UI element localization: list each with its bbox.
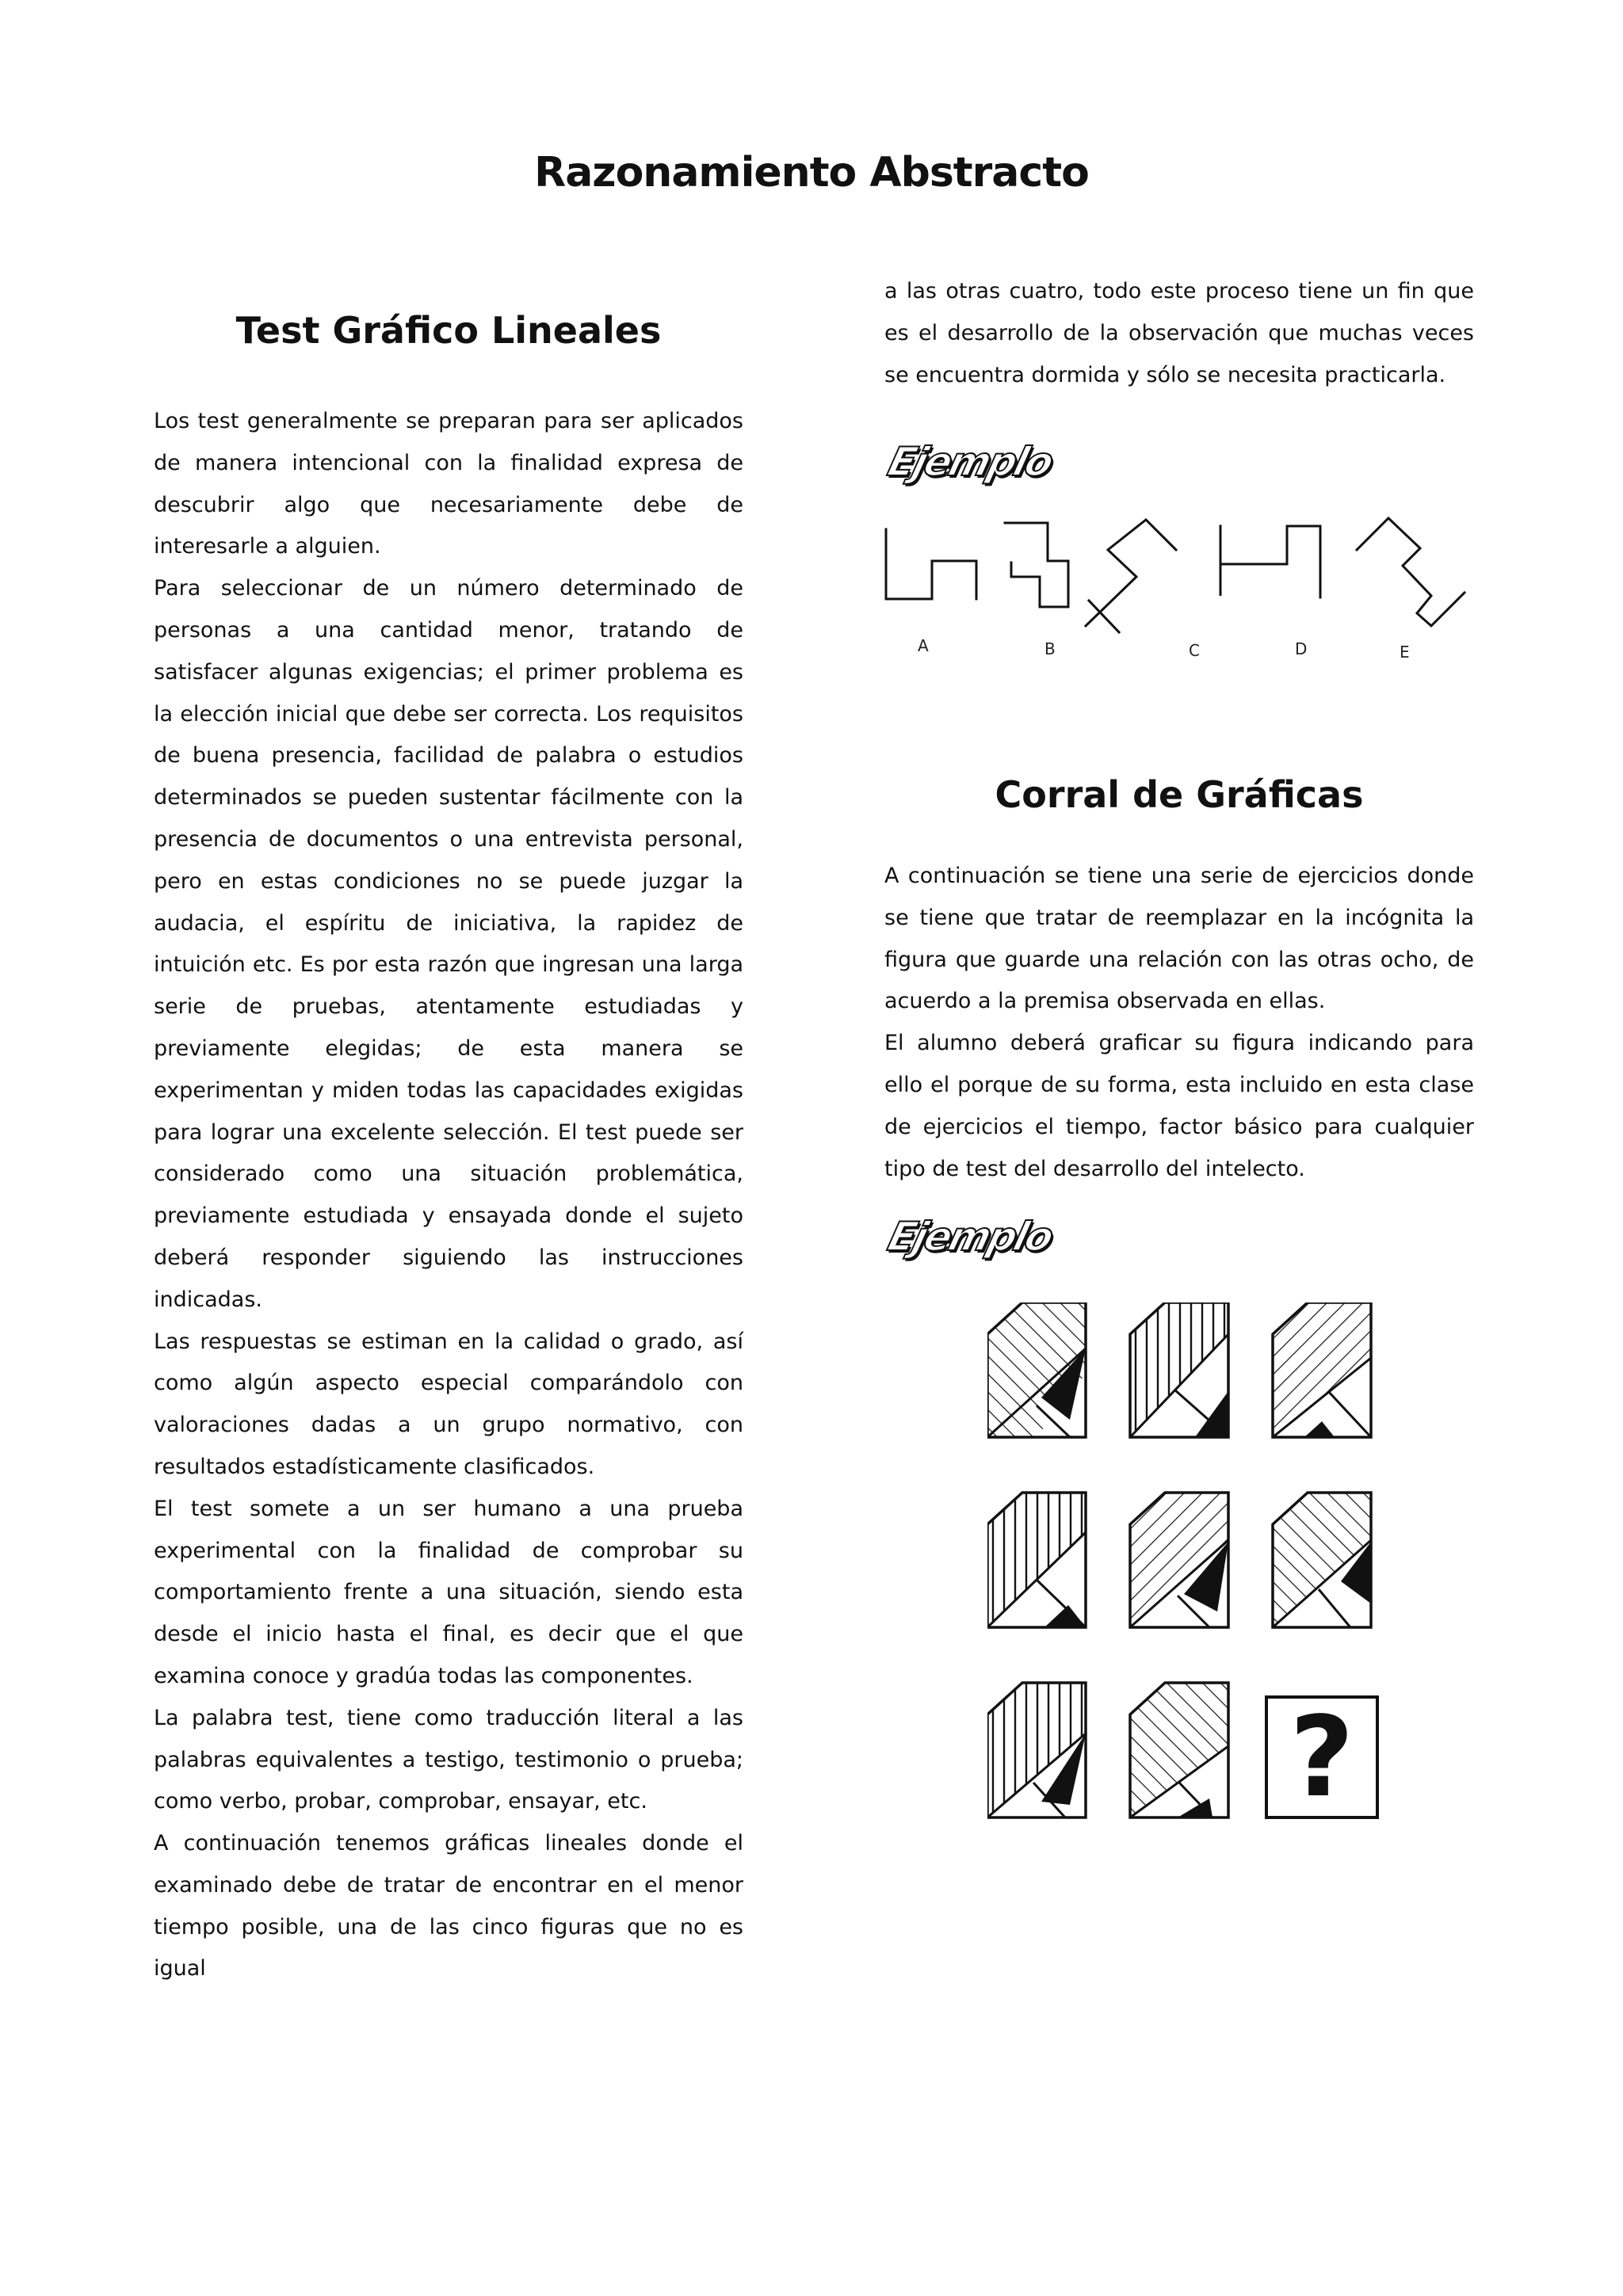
figure-label-a: A	[918, 636, 929, 655]
section-heading-corral: Corral de Gráficas	[995, 773, 1364, 816]
grid-figure-2	[1130, 1302, 1228, 1437]
grid-figure-5	[1130, 1493, 1228, 1627]
grid-figure-3	[1273, 1302, 1371, 1437]
figure-b	[1005, 523, 1068, 607]
paragraph: Para seleccionar de un número determinado de personas a una cantidad menor, tratando de satisfacer algunas exigencias; el primer problema es la elección inicial que debe ser correcta. Los requisitos de buena presencia, facilidad de palabra o estudios determinados se pueden sustentar fácilmente con la presencia de documentos o una entrevista personal, pero en estas condiciones no se puede juzgar la audacia, el espíritu de iniciativa, la rapidez de intuición etc. Es por esta razón que ingresan una larga serie de pruebas, atentamente estudiadas y previamente elegidas; de esta manera se experimentan y miden todas las capacidades exigidas para lograr una excelente selección. El test puede ser considerado como una situación problemática, previamente estudiada y ensayada donde el sujeto deberá responder siguiendo las instrucciones indicadas.	[154, 576, 743, 1312]
paragraph: A continuación tenemos gráficas lineales donde el examinado debe de tratar de encontrar en el menor tiempo posible, una de las cinco figuras que no es igual	[154, 1831, 743, 1981]
section-heading-test-grafico: Test Gráfico Lineales	[235, 309, 662, 352]
figure-label-c: C	[1189, 641, 1200, 660]
paragraph: El alumno deberá graficar su figura indicando para ello el porque de su forma, esta incluido en esta clase de ejercicios el tiempo, factor básico para cualquier tipo de test del desarrollo del intelecto.	[884, 1031, 1474, 1181]
paragraph: Los test generalmente se preparan para ser aplicados de manera intencional con la finalidad expresa de descubrir algo que necesariamente debe de interesarle a alguien.	[154, 409, 743, 559]
figure-label-e: E	[1400, 643, 1410, 662]
example-label: Ejemplo	[883, 1214, 1056, 1260]
left-column	[154, 309, 743, 1990]
page-title: Razonamiento Abstracto	[534, 149, 1089, 196]
figure-a	[886, 529, 976, 599]
paragraph: La palabra test, tiene como traducción literal a las palabras equivalentes a testigo, testimonio o prueba; como verbo, probar, comprobar, ensayar, etc.	[154, 1705, 743, 1814]
paragraph: Las respuestas se estiman en la calidad o grado, así como algún aspecto especial comparándolo con valoraciones dadas a un grupo normativo, con resultados estadísticamente clasificados.	[154, 1329, 743, 1479]
figure-d	[1220, 526, 1320, 597]
grid-figure-1	[987, 1302, 1086, 1437]
figure-c-tick	[1089, 601, 1119, 632]
figure-grid	[987, 1302, 1384, 1825]
grid-figure-7	[987, 1683, 1086, 1817]
grid-figure-6	[1273, 1493, 1371, 1627]
right-column	[883, 271, 1474, 1822]
paragraph: El test somete a un ser humano a una prueba experimental con la finalidad de comprobar su comportamiento frente a una situación, siendo esta desde el inicio hasta el final, es decir que el que examina conoce y gradúa todas las componentes.	[154, 1496, 743, 1688]
paragraph-continuation: a las otras cuatro, todo este proceso tiene un fin que es el desarrollo de la observación que muchas veces se encuentra dormida y sólo se necesita practicarla.	[884, 279, 1474, 387]
unknown-figure-box	[1266, 1693, 1377, 1822]
paragraph: A continuación se tiene una serie de ejercicios donde se tiene que tratar de reemplazar en la incógnita la figura que guarde una relación con las otras ocho, de acuerdo a la premisa observada en ellas.	[884, 864, 1474, 1014]
figure-label-b: B	[1044, 639, 1056, 658]
grid-figure-4	[987, 1493, 1086, 1627]
grid-figure-8	[1130, 1683, 1228, 1817]
example-label: Ejemplo	[883, 439, 1056, 485]
figure-label-d: D	[1295, 639, 1308, 658]
question-mark: ?	[1289, 1693, 1354, 1822]
figure-e	[1357, 518, 1465, 626]
linear-figures	[884, 509, 1495, 667]
